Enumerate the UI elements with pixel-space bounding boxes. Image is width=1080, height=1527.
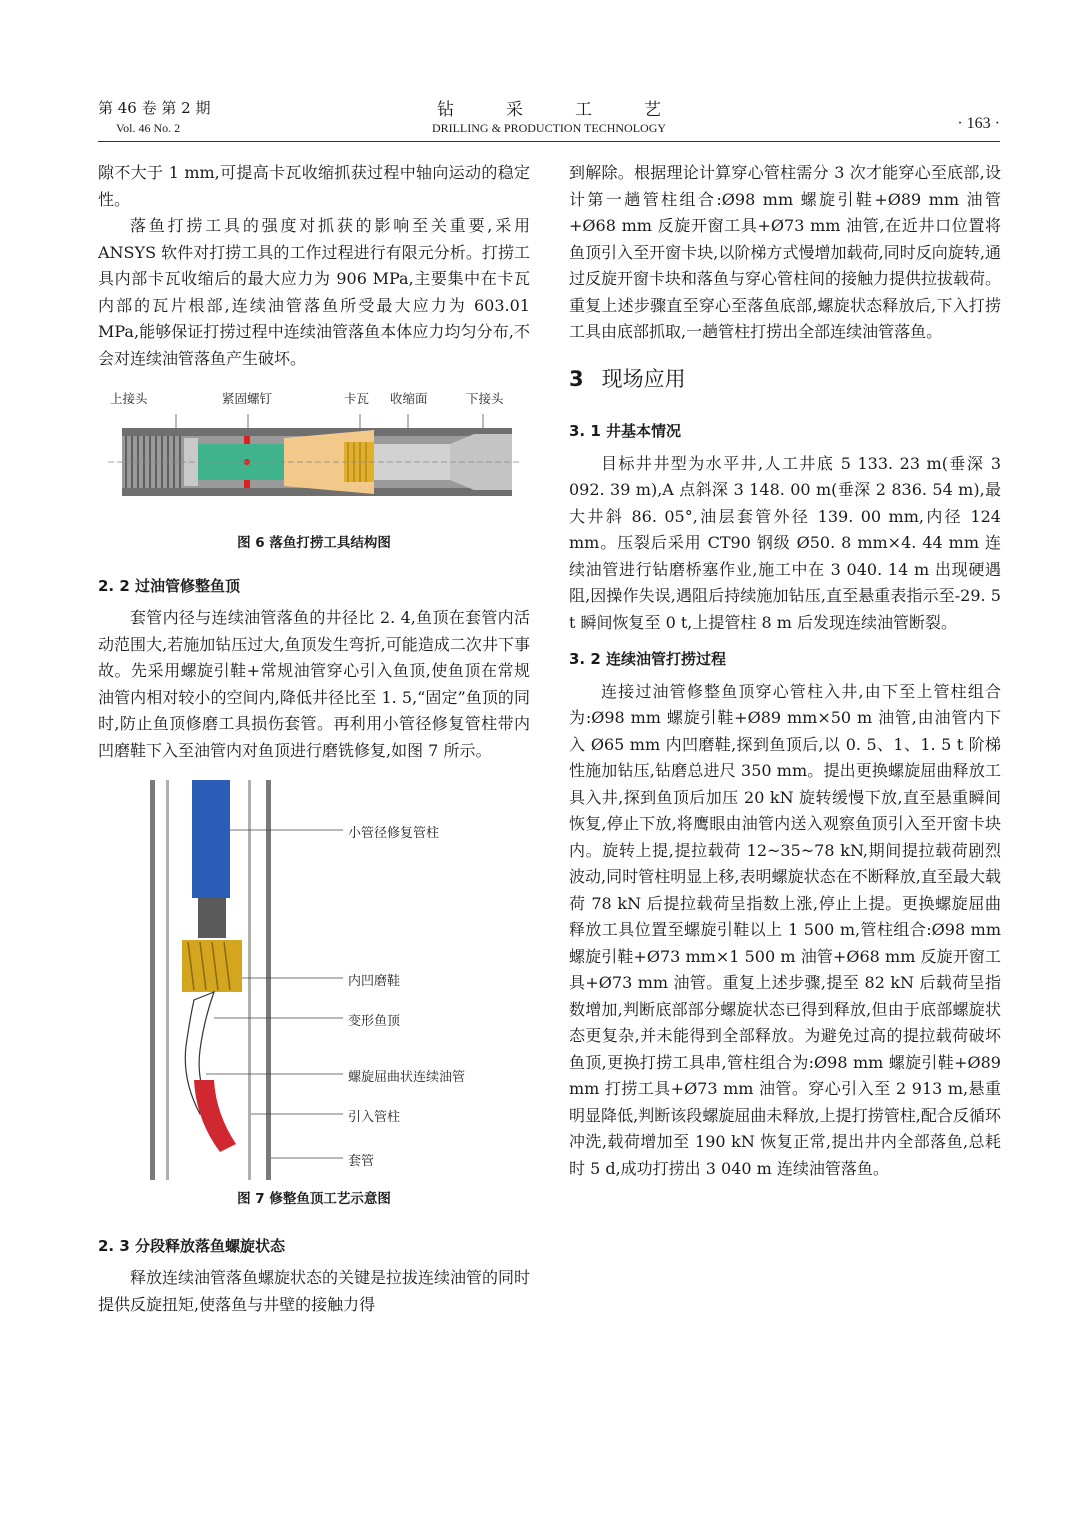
fig7-label-deformed-fish-top: 变形鱼顶 [348, 1014, 401, 1029]
figure-6 [98, 386, 530, 526]
volume-en: Vol. 46 No. 2 [116, 121, 181, 135]
page-number: · 163 · [957, 115, 1000, 132]
section-3-1-heading: 3. 1 井基本情况 [569, 422, 682, 440]
section-2-3-heading: 2. 3 分段释放落鱼螺旋状态 [98, 1236, 286, 1255]
fig7-label-small-string: 小管径修复管柱 [348, 826, 440, 841]
fig6-label-set-screw: 紧固螺钉 [222, 391, 273, 406]
journal-title-en: DRILLING & PRODUCTION TECHNOLOGY [431, 121, 667, 135]
paragraph: 隙不大于 1 mm,可提高卡瓦收缩抓获过程中轴向运动的稳定性。 [98, 163, 530, 209]
figure-6-caption: 图 6 落鱼打捞工具结构图 [237, 535, 391, 551]
fig6-label-slip: 卡瓦 [344, 391, 370, 406]
paragraph: 释放连续油管落鱼螺旋状态的关键是拉拔连续油管的同时提供反旋扭矩,使落鱼与井壁的接触力得 [98, 1268, 531, 1314]
fig6-label-lower-joint: 下接头 [466, 391, 504, 406]
volume-cn: 第 46 卷 第 2 期 [98, 99, 211, 117]
paragraph: 落鱼打捞工具的强度对抓获的影响至关重要,采用 ANSYS 软件对打捞工具的工作过程进行有限元分析。打捞工具内部卡瓦收缩后的最大应力为 906 MPa,主要集中在卡瓦内部的瓦片根部,连续油管落鱼所受最大应力为 603.01 MPa,能够保证打捞过程中连续油管落鱼本体应力均匀分布,不会对连续油管落鱼产生破坏。 [98, 216, 530, 368]
fig6-label-taper-face: 收缩面 [390, 391, 428, 406]
fig7-label-guide-string: 引入管柱 [348, 1110, 401, 1125]
journal-title-cn: 钻采工艺 [437, 100, 713, 120]
paragraph: 套管内径与连续油管落鱼的井径比 2. 4,鱼顶在套管内活动范围大,若施加钻压过大,鱼顶发生弯折,可能造成二次井下事故。先采用螺旋引鞋+常规油管穿心引入鱼顶,使鱼顶在常规油管内相对较小的空间内,降低井径比至 1. 5,“固定”鱼顶的同时,防止鱼顶修磨工具损伤套管。再利用小管径修复管柱带内凹磨鞋下入至油管内对鱼顶进行磨铣修复,如图 7 所示。 [98, 608, 530, 760]
fig6-label-upper-joint: 上接头 [110, 391, 148, 406]
fig7-label-helical-coiled-tubing: 螺旋屈曲状连续油管 [348, 1070, 466, 1085]
section-2-2-heading: 2. 2 过油管修整鱼顶 [98, 576, 241, 595]
fig7-label-casing: 套管 [348, 1154, 375, 1169]
section-3-heading [569, 366, 1001, 393]
section-3-2-heading: 3. 2 连续油管打捞过程 [569, 650, 727, 668]
left-column [98, 160, 530, 1318]
figure-7-caption: 图 7 修整鱼顶工艺示意图 [237, 1191, 391, 1207]
section-3-number: 3 [569, 366, 584, 391]
paragraph: 到解除。根据理论计算穿心管柱需分 3 次才能穿心至底部,设计第一趟管柱组合:Ø98 mm 螺旋引鞋+Ø89 mm 油管+Ø68 mm 反旋开窗工具+Ø73 mm 油管,在近井口位置将鱼顶引入至开窗卡块,以阶梯方式慢增加载荷,同时反向旋转,通过反旋开窗卡块和落鱼与穿心管柱间的接触力提供拉拔载荷。重复上述步骤直至穿心至落鱼底部,螺旋状态释放后,下入打捞工具由底部抓取,一趟管柱打捞出全部连续油管落鱼。 [569, 163, 1002, 341]
paragraph: 目标井井型为水平井,人工井底 5 133. 23 m(垂深 3 092. 39 m),A 点斜深 3 148. 00 m(垂深 2 836. 54 m),最大井斜 86. 05°,油层套管外径 139. 00 mm,内径 124 mm。压裂后采用 CT90 钢级 Ø50. 8 mm×4. 44 mm 连续油管进行钻磨桥塞作业,施工中在 3 040. 14 m 出现硬遇阻,因操作失误,遇阻后持续施加钻压,直至悬重表指示至-29. 5 t 瞬间恢复至 0 t,上提管柱 8 m 后发现连续油管断裂。 [569, 453, 1001, 632]
paragraph: 连接过油管修整鱼顶穿心管柱入井,由下至上管柱组合为:Ø98 mm 螺旋引鞋+Ø89 mm×50 m 油管,由油管内下入 Ø65 mm 内凹磨鞋,探到鱼顶后,以 0. 5、1、1. 5 t 阶梯性施加钻压,钻磨总进尺 350 mm。提出更换螺旋屈曲释放工具入井,探到鱼顶后加压 20 kN 旋转缓慢下放,直至悬重瞬间恢复,停止下放,将鹰眼由油管内送入观察鱼顶引入至开窗卡块内。旋转上提,提拉载荷 12~35~78 kN,期间提拉载荷剧烈波动,同时管柱明显上移,表明螺旋状态在不断释放,直至最大载荷 78 kN 后提拉载荷呈指数上涨,停止上提。更换螺旋屈曲释放工具位置至螺旋引鞋以上 1 500 m,管柱组合:Ø98 mm 螺旋引鞋+Ø73 mm×1 500 m 油管+Ø68 mm 反旋开窗工具+Ø73 mm 油管。重复上述步骤,提至 82 kN 后载荷呈指数增加,判断底部部分螺旋状态已得到释放,但由于底部螺旋状态更复杂,并未能得到全部释放。为避免过高的提拉载荷破坏鱼顶,更换打捞工具串,管柱组合为:Ø98 mm 螺旋引鞋+Ø89 mm 打捞工具+Ø73 mm 油管。穿心引入至 2 913 m,悬重明显降低,判断该段螺旋屈曲未释放,上提打捞管柱,配合反循环冲洗,载荷增加至 190 kN 恢复正常,提出井内全部落鱼,总耗时 5 d,成功打捞出 3 040 m 连续油管落鱼。 [569, 681, 1001, 1178]
right-column [569, 160, 1001, 1182]
section-3-title: 现场应用 [601, 366, 686, 391]
fig7-label-concave-mill: 内凹磨鞋 [348, 974, 401, 989]
fishing-tool-structure-drawing [98, 404, 530, 512]
figure-7 [98, 780, 530, 1182]
page-header [98, 93, 1000, 142]
fish-top-dressing-diagram [98, 780, 530, 1182]
